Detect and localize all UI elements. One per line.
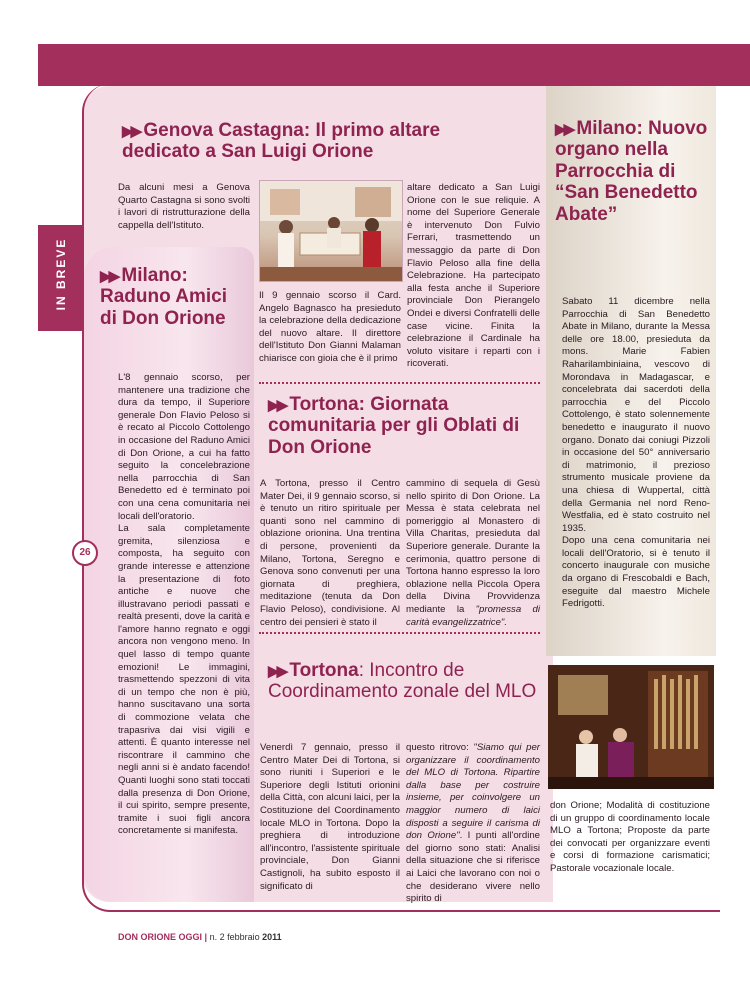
article-organo-body [562, 296, 710, 611]
section-label: IN BREVE [54, 237, 68, 311]
article-title-genova: ▶▶ Genova Castagna: Il primo altare dedicato a San Luigi Orione [122, 120, 441, 163]
article-title-milano-raduno: ▶▶ Milano: Raduno Amici di Don Orione [100, 265, 228, 329]
article-incontro-col3 [550, 800, 710, 876]
section-tab [38, 225, 82, 331]
article-giornata-col1 [260, 478, 400, 629]
dotted-divider [259, 632, 540, 634]
top-color-bar [38, 44, 750, 86]
article-incontro-text2: questo ritrovo: "Siamo qui per organizzare il coordinamento del MLO di Tortona. Ripartire dalla base per costruire insieme, per coinvolgere un maggior numero di laici disposti a seguire il carisma di don Orione". I punti all'ordine del giorno sono stati: Analisi della situazione che si riferisce ai Laici che lavorano con noi o che desiderano vivere nello spirito di [406, 742, 541, 905]
article-genova-col1 [118, 182, 250, 232]
article-genova-col3 [407, 182, 540, 371]
double-arrow-icon: ▶▶ [268, 397, 286, 414]
page-number: 26 [72, 540, 98, 566]
article-incontro-col1 [260, 742, 400, 893]
article-giornata-col2 [406, 478, 540, 629]
altar-scene-illustration [260, 181, 402, 281]
article-title-milano-organo: ▶▶ Milano: Nuovo organo nella Parrocchia di “San Benedetto Abate” [555, 118, 708, 225]
article-genova-text3: altare dedicato a San Luigi Orione con le sue reliquie. A nome del Superiore Generale è intervenuto Don Fulvio Ferrari, trasmettendo un messaggio da parte di Don Flavio Peloso alla fine della Celebrazione. Ha partecipato alla festa anche il Superiore provinciale Don Pierangelo Ondei e diversi Confratelli delle case vicine. Finita la celebrazione il Cardinale ha voluto visitare i reparti con i ricoverati. [407, 182, 540, 370]
article-incontro-text1: Venerdì 7 gennaio, presso il Centro Mater Dei di Tortona, si sono riuniti i Superiori e le Superiore degli Istituti orionini della Città, con alcuni laici, per la Costituzione del Coordinamento locale MLO in Tortona. Dopo la preghiera di introduzione all'incontro, l'assistente spirituale provinciale, Don Gianni Castignoli, ha subito esposto il significato di [260, 742, 400, 892]
article-raduno-p1: L'8 gennaio scorso, per mantenere una tradizione che dura da tempo, il Superiore generale Don Flavio Peloso si è recato al Piccolo Cottolengo in occasione del Raduno Amici di Don Orione, a cui ha fatto seguito la concelebrazione nella parrocchia di San Benedetto ed è terminato poi con una cena comunitaria nei locali dell'oratorio. [118, 372, 250, 522]
double-arrow-icon: ▶▶ [122, 123, 140, 140]
page-footer [118, 932, 282, 942]
article-organo-p1: Sabato 11 dicembre nella Parrocchia di San Benedetto Abate in Milano, durante la Messa delle ore 18.00, presieduta da mons. Marie Fabien Raharilambiniaina, vescovo di Morondava in Madagascar, e concelebrata dai sacerdoti della parrocchia e del Piccolo Cottolengo, è stato solennemente benedetto e inaugurato il nuovo organo. Donato dai coniugi Pizzoli in occasione del 50° anniversario di matrimonio, il prezioso strumento musicale proviene da una chiesa di Wuppertal, città della Germania nel nord Reno-Westfalia, ed è stato costruito nel 1935. [562, 296, 710, 534]
footer-year: 2011 [262, 932, 282, 942]
article-title-tortona-giornata: ▶▶ Tortona: Giornata comunitaria per gli Oblati di Don Orione [268, 394, 520, 458]
altar-photo [259, 180, 403, 282]
article-incontro-col2 [406, 742, 540, 906]
double-arrow-icon: ▶▶ [268, 663, 286, 680]
article-giornata-text2: cammino di sequela di Gesù nello spirito di Don Orione. La Messa è stata celebrata nel pomeriggio al Monastero di Villa Charitas, presieduta dal Superiore generale. Durante la cerimonia, quattro persone di Tortona hanno espresso la loro oblazione nella Piccola Opera della Divina Provvidenza mediante la "promessa di carità evangelizzatrice". [406, 478, 540, 628]
dotted-divider [259, 382, 540, 384]
double-arrow-icon: ▶▶ [555, 121, 573, 138]
article-giornata-text1: A Tortona, presso il Centro Mater Dei, il 9 gennaio scorso, si è tenuto un ritiro spirituale per quanti sono nel cammino di oblazione orionina. Una trentina di persone, provenienti da Milano, Tortona, Seregno e Genova sono convenuti per una giornata di preghiera, meditazione (tenuta da Don Flavio Peloso), condivisione. Al centro dei pensieri è stato il [260, 478, 400, 628]
article-title-tortona-incontro: ▶▶ Tortona: Incontro de Coordinamento zonale del MLO [268, 660, 537, 703]
article-genova-text1: Da alcuni mesi a Genova Quarto Castagna si sono svolti i lavori di ristrutturazione della cappella dell'Istituto. [118, 182, 250, 231]
article-genova-col2 [259, 290, 401, 366]
organ-photo [548, 665, 714, 789]
article-genova-text2: Il 9 gennaio scorso il Card. Angelo Bagnasco ha presieduto la celebrazione della dedicazione del nuovo altare. Il direttore dell'Istituto Don Gianni Malaman chiarisce con gioia che è il primo [259, 290, 401, 364]
article-raduno-p2: La sala completamente gremita, silenziosa e composta, ha seguito con grande interesse e attenzione la presentazione di foto antiche e nuove che illustravano periodi passati e realtà presenti, dove la carità e l'amore hanno regnato e oggi ancora non vengono meno. In quel lasso di tempo quante emozioni! Le immagini, trasmettendo spezzoni di vita di un tempo che non è più, hanno suscitavano una sorta di commozione velata che trapasriva dai visi vigili e attenti. È quanto interesse nel riscontrare il cammino che negli anni si è andato facendo! Quanti luoghi sono stati toccati dalla presenza di Don Orione, il cui spirito, sempre presente, tramite i suoi figli ancora concretamente si manifesta. [118, 523, 250, 837]
church-organ-illustration [548, 665, 714, 789]
article-incontro-text3: don Orione; Modalità di costituzione di un gruppo di coordinamento locale MLO a Tortona; Proposte da parte dei convocati per organizzare eventi e corsi di formazione carismatici; Pastorale vocazionale locale. [550, 800, 710, 874]
double-arrow-icon: ▶▶ [100, 268, 118, 285]
article-raduno-body [118, 372, 250, 838]
footer-issue: n. 2 febbraio [209, 932, 260, 942]
footer-magazine: DON ORIONE OGGI [118, 932, 203, 942]
footer-divider: | [204, 932, 210, 942]
article-organo-p2: Dopo una cena comunitaria nei locali dell'Oratorio, si è tenuto il concerto inaugurale con musiche da organo di Frescobaldi e Bach, eseguite dal maestro Michele Fedrigotti. [562, 535, 710, 610]
